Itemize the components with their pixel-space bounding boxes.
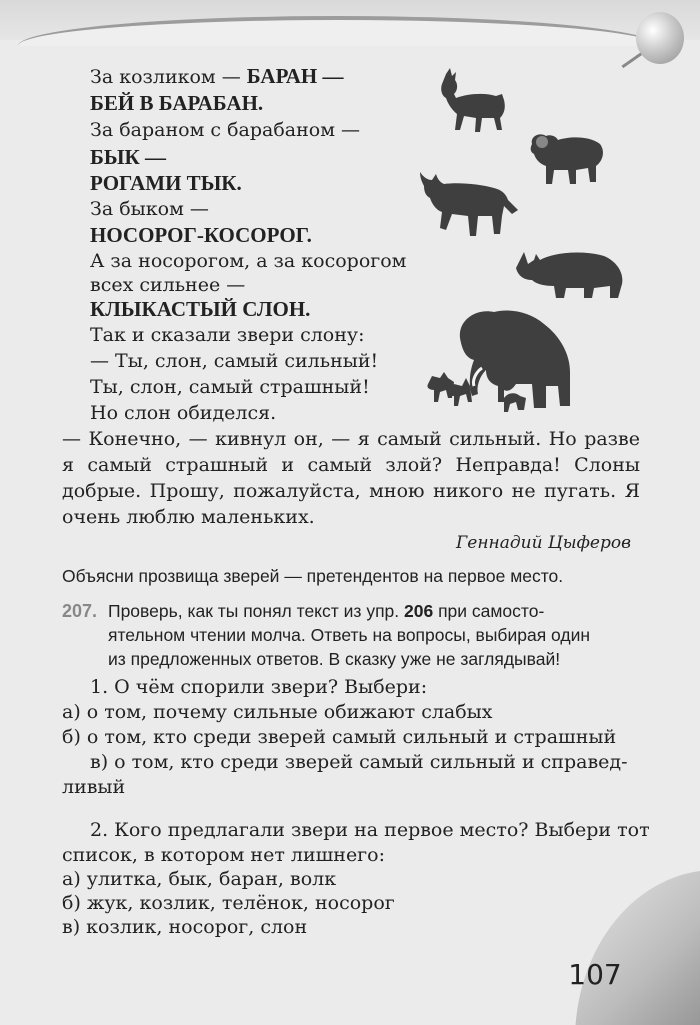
question-2-option-c: в) козлик, носорог, слон (62, 916, 308, 938)
page-curl (575, 870, 700, 1025)
question-2-title-cont: список, в котором нет лишнего: (62, 844, 385, 866)
poem-line-2: БЕЙ В БАРАБАН. (90, 91, 264, 115)
author: Геннадий Цыферов (456, 533, 631, 553)
question-2-option-a: а) улитка, бык, баран, волк (62, 868, 337, 890)
question-2-option-b: б) жук, козлик, телёнок, носорог (62, 892, 395, 914)
exercise-line-3: из предложенных ответов. В сказку уже не заглядывай! (108, 649, 561, 669)
exercise-line-2: ятельном чтении молча. Ответь на вопросы, выбирая один (108, 625, 591, 645)
poem-line-6: За быком — (90, 198, 209, 220)
task-explain: Объясни прозвища зверей — претендентов на первое место. (62, 566, 564, 586)
poem-line-13: Ты, слон, самый страшный! (90, 376, 370, 398)
poem-line-1: За козликом — БАРАН — (90, 64, 344, 88)
question-1-option-c-cont: ливый (62, 776, 126, 798)
poem-line-14: Но слон обиделся. (90, 402, 277, 424)
ram-icon (526, 130, 606, 188)
poem-line-3: За бараном с барабаном — (90, 119, 361, 141)
bull-icon (418, 170, 520, 244)
poem-line-10: КЛЫКАСТЫЙ СЛОН. (90, 297, 311, 321)
question-2-title: 2. Кого предлагали звери на первое место? Выбери тот (90, 819, 650, 841)
poem-line-12: — Ты, слон, самый сильный! (90, 350, 379, 372)
goat-icon (436, 68, 514, 134)
question-1-option-a: а) о том, почему сильные обижают слабых (62, 701, 493, 723)
poem-line-7: НОСОРОГ-КОСОРОГ. (90, 223, 312, 247)
page-number: 107 (568, 958, 622, 991)
elephant-icon (420, 306, 576, 416)
poem-line-11: Так и сказали звери слону: (90, 324, 365, 346)
question-1-option-b: б) о том, кто среди зверей самый сильный и страшный (62, 726, 617, 748)
question-1-option-c: в) о том, кто среди зверей самый сильный и справед- (90, 751, 628, 773)
poem-line-8: А за носорогом, а за косорогом (90, 250, 407, 272)
question-1-title: 1. О чём спорили звери? Выбери: (90, 676, 428, 698)
poem-line-9: всех сильнее — (90, 274, 246, 296)
exercise-line-1: Проверь, как ты понял текст из упр. 206 при самосто- (108, 601, 545, 621)
poem-line-5: РОГАМИ ТЫК. (90, 171, 242, 195)
story-paragraph: — Конечно, — кивнул он, — я самый сильный. Но разве я самый страшный и самый злой? Неправда! Слоны добрые. Прошу, пожалуйста, мною никого не пугать. Я очень люблю маленьких. (62, 428, 640, 528)
rhino-icon (514, 246, 626, 300)
exercise-number: 207. (62, 601, 98, 621)
poem-line-4: БЫК — (90, 145, 166, 169)
balloon-icon (636, 12, 684, 64)
